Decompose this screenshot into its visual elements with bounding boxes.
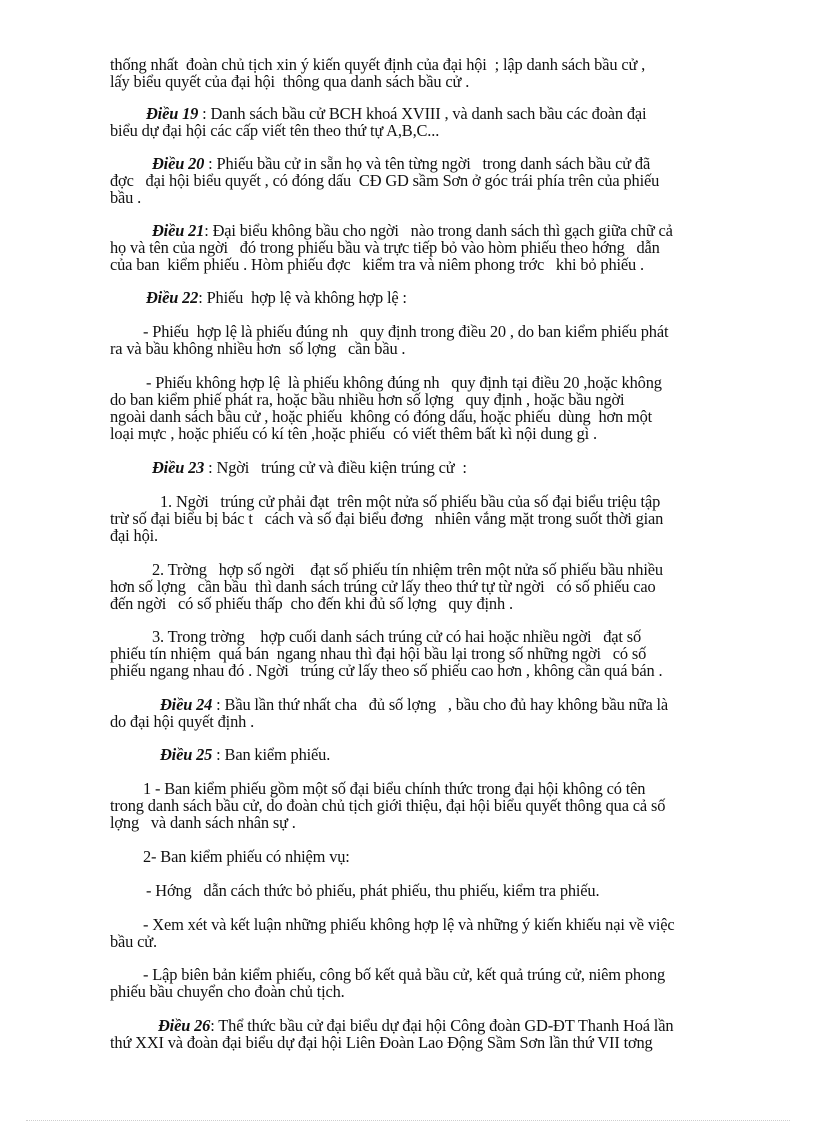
article-heading: Điều 21 [152, 221, 205, 240]
line-text: đợc đại hội biểu quyết , có đóng dấu CĐ GD sầm Sơn ở góc trái phía trên của phiếu [110, 171, 660, 190]
line-text: do ban kiểm phiế phát ra, hoặc bầu nhiều hơn số lợng quy định , hoặc bầu ngời [110, 390, 625, 409]
text-line [110, 815, 296, 832]
text-line [110, 663, 662, 680]
line-text: : Phiếu bầu cử in sẵn họ và tên từng ngời trong danh sách bầu cử đã [204, 154, 651, 173]
line-text: phiếu tín nhiệm quá bán ngang nhau thì đại hội bầu lại trong số những ngời có số [110, 644, 647, 663]
line-text: bầu . [110, 188, 142, 207]
text-line [110, 596, 513, 613]
line-text: do đại hội quyết định . [110, 712, 255, 731]
line-text: đến ngời có số phiếu thấp cho đến khi đủ số lợng quy định . [110, 594, 513, 613]
article-heading: Điều 26 [158, 1016, 211, 1035]
line-text: - Lập biên bản kiểm phiếu, công bố kết quả bầu cử, kết quả trúng cử, niêm phong [143, 965, 666, 984]
article-heading: Điều 20 [152, 154, 205, 173]
line-text: lợng và danh sách nhân sự . [110, 813, 296, 832]
line-text: biểu dự đại hội các cấp viết tên theo thứ tự A,B,C... [110, 121, 440, 140]
line-text: phiếu ngang nhau đó . Ngời trúng cử lấy theo số phiếu cao hơn , không cần quá bán . [110, 661, 663, 680]
article-heading: Điều 24 [160, 695, 213, 714]
line-text: - Xem xét và kết luận những phiếu không hợp lệ và những ý kiến khiếu nại về việc [143, 915, 675, 934]
text-line [143, 849, 350, 866]
line-text: - Phiếu hợp lệ là phiếu đúng nh quy định trong điều 20 , do ban kiểm phiếu phát [143, 322, 669, 341]
text-line [110, 74, 469, 91]
article-heading: Điều 19 [146, 104, 199, 123]
text-line [146, 883, 599, 900]
line-text: 3. Trong trờng hợp cuối danh sách trúng cử có hai hoặc nhiều ngời đạt số [152, 627, 642, 646]
line-text: loại mực , hoặc phiếu có kí tên ,hoặc phiếu có viết thêm bất kì nội dung gì . [110, 424, 597, 443]
line-text: đại hội. [110, 526, 158, 545]
line-text: trong danh sách bầu cử, do đoàn chủ tịch giới thiệu, đại hội biểu quyết thông qua cả số [110, 796, 666, 815]
line-text: thống nhất đoàn chủ tịch xin ý kiến quyết định của đại hội ; lập danh sách bầu cử , [110, 55, 646, 74]
article-heading: Điều 22 [146, 288, 199, 307]
text-line [110, 934, 157, 951]
text-line [110, 173, 659, 190]
text-line [110, 1035, 653, 1052]
text-line [110, 123, 439, 140]
line-text: - Phiếu không hợp lệ là phiếu không đúng nh quy định tại điều 20 ,hoặc không [146, 373, 662, 392]
line-text: - Hớng dẫn cách thức bỏ phiếu, phát phiếu, thu phiếu, kiểm tra phiếu. [146, 881, 600, 900]
line-text: 2- Ban kiểm phiếu có nhiệm vụ: [143, 847, 350, 866]
text-line [146, 290, 407, 307]
article-heading: Điều 25 [160, 745, 213, 764]
line-text: : Phiếu hợp lệ và không hợp lệ : [198, 288, 407, 307]
line-text: ra và bầu không nhiều hơn số lợng cần bầu . [110, 339, 406, 358]
text-line [110, 341, 405, 358]
line-text: của ban kiểm phiếu . Hòm phiếu đợc kiểm tra và niêm phong trớc khi bỏ phiếu . [110, 255, 644, 274]
text-line [160, 747, 330, 764]
page-divider [26, 1120, 790, 1121]
line-text: : Ban kiểm phiếu. [212, 745, 331, 764]
line-text: họ và tên của ngời đó trong phiếu bầu và trực tiếp bỏ vào hòm phiếu theo hớng dẫn [110, 238, 660, 257]
line-text: thứ XXI và đoàn đại biểu dự đại hội Liên Đoàn Lao Động Sầm Sơn lần thứ VII tơng [110, 1033, 653, 1052]
text-line [152, 460, 467, 477]
text-line [110, 511, 663, 528]
line-text: : Thể thức bầu cử đại biểu dự đại hội Công đoàn GD-ĐT Thanh Hoá lần [210, 1016, 674, 1035]
line-text: 1. Ngời trúng cử phải đạt trên một nửa số phiếu bầu của số đại biểu triệu tập [160, 492, 661, 511]
text-line [110, 190, 141, 207]
line-text: lấy biểu quyết của đại hội thông qua danh sách bầu cử . [110, 72, 470, 91]
text-line [110, 714, 254, 731]
line-text: phiếu bầu chuyển cho đoàn chủ tịch. [110, 982, 345, 1001]
line-text: trừ số đại biểu bị bác t cách và số đại biểu đơng nhiên vắng mặt trong suốt thời gian [110, 509, 664, 528]
line-text: hơn số lợng cần bầu thì danh sách trúng cử lấy theo thứ tự từ ngời có số phiếu cao [110, 577, 656, 596]
line-text: 2. Trờng hợp số ngời đạt số phiếu tín nhiệm trên một nửa số phiếu bầu nhiều [152, 560, 663, 579]
text-line [110, 528, 158, 545]
line-text: bầu cử. [110, 932, 157, 951]
text-line [110, 257, 644, 274]
text-line [110, 426, 597, 443]
text-line [143, 917, 675, 934]
line-text: 1 - Ban kiểm phiếu gồm một số đại biểu chính thức trong đại hội không có tên [143, 779, 646, 798]
line-text: : Bầu lần thứ nhất cha đủ số lợng , bầu cho đủ hay không bầu nữa là [212, 695, 669, 714]
line-text: : Đại biểu không bầu cho ngời nào trong danh sách thì gạch giữa chữ cả [204, 221, 673, 240]
line-text: ngoài danh sách bầu cử , hoặc phiếu không có đóng dấu, hoặc phiếu dùng hơn một [110, 407, 653, 426]
line-text: : Ngời trúng cử và điều kiện trúng cử : [204, 458, 467, 477]
text-line [110, 984, 345, 1001]
line-text: : Danh sách bầu cử BCH khoá XVIII , và danh sach bầu các đoàn đại [198, 104, 647, 123]
article-heading: Điều 23 [152, 458, 205, 477]
